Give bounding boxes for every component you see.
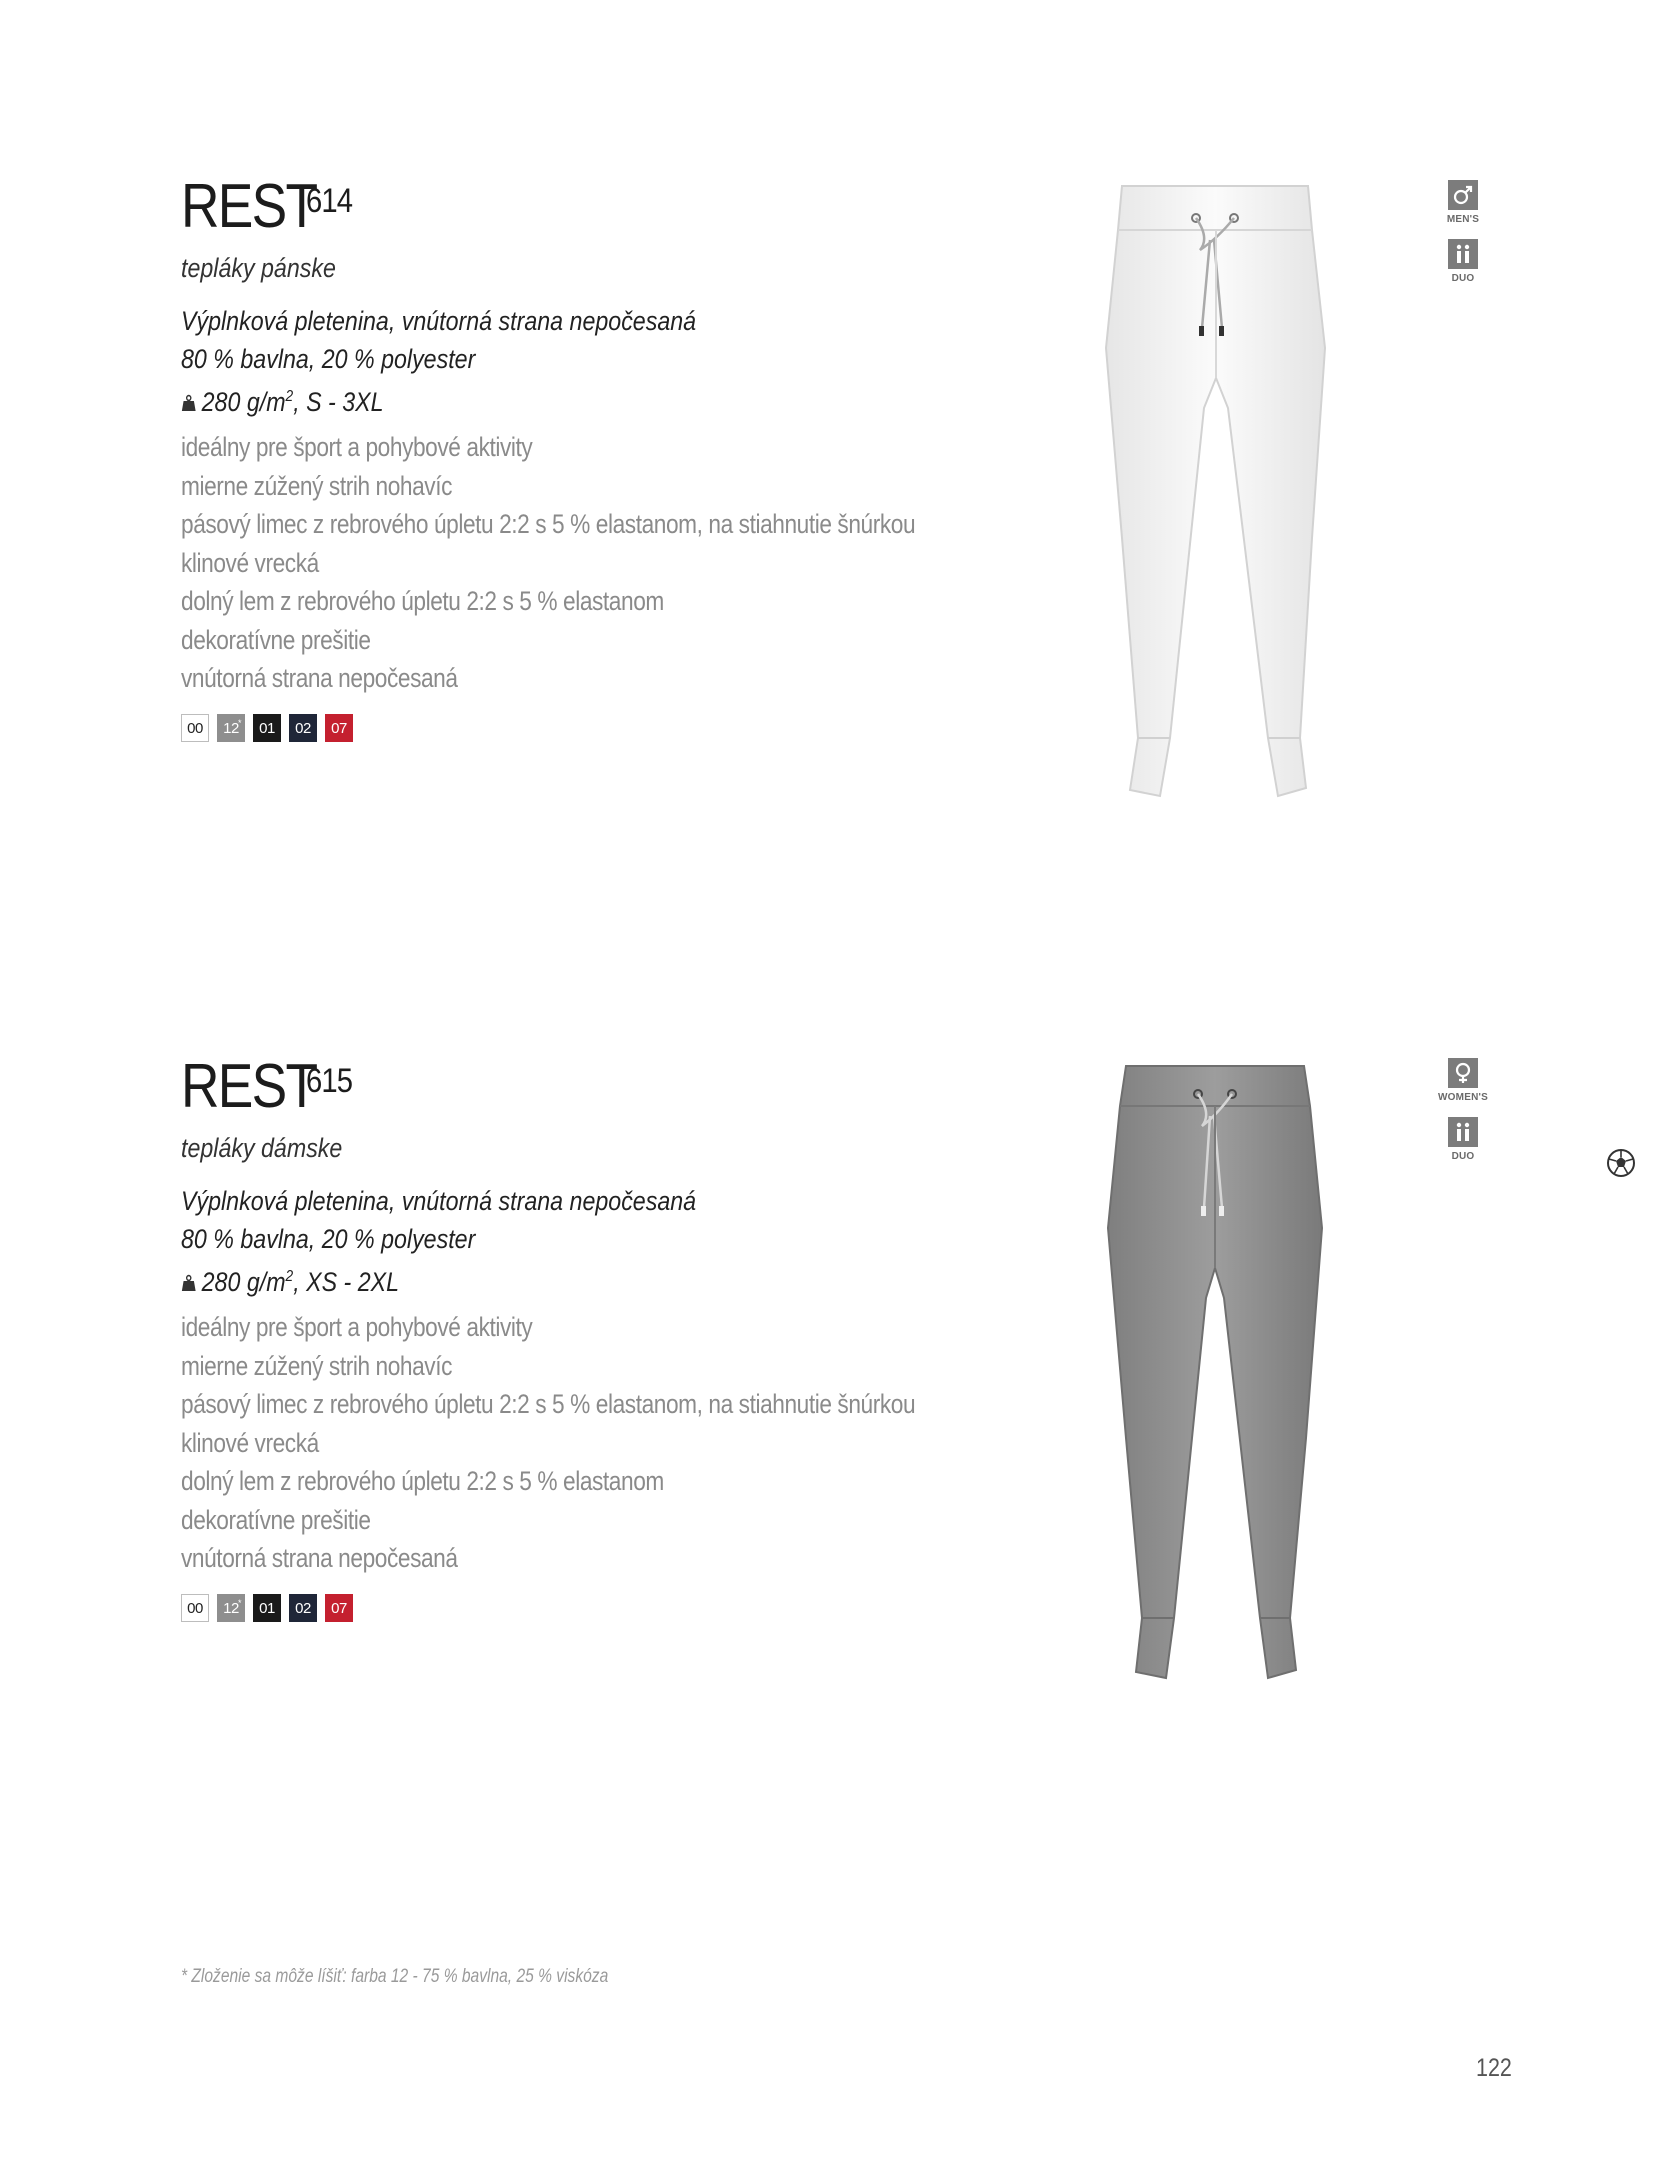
color-swatch-02 [289, 714, 317, 742]
product-code: 615 [306, 1062, 353, 1100]
weight-unit-exponent: 2 [285, 1268, 294, 1285]
color-swatch-12 [217, 714, 245, 742]
material-line: Výplnková pletenina, vnútorná strana nepočesaná [181, 306, 697, 336]
page-number: 122 [1476, 2054, 1512, 2082]
color-code: 07 [331, 719, 347, 737]
product-title [181, 1048, 941, 1126]
duo-icon [1452, 1121, 1474, 1143]
product-name: REST [181, 172, 317, 241]
weight-icon [181, 1274, 196, 1292]
product-info [181, 168, 941, 737]
product-subtitle: tepláky pánske [181, 253, 336, 283]
asterisk-mark: * [237, 718, 241, 728]
color-swatch-00 [181, 714, 209, 742]
badge-label: WOMEN'S [1438, 1092, 1488, 1103]
badge-label: DUO [1451, 1151, 1475, 1162]
product-info [181, 1048, 941, 1617]
feature-item: pásový limec z rebrového úpletu 2:2 s 5 % elastanom, na stiahnutie šnúrkou [181, 1389, 916, 1419]
product-spec [181, 302, 941, 416]
feature-item: ideálny pre šport a pohybové aktivity [181, 1312, 533, 1342]
color-code: 12 [223, 719, 239, 737]
color-code: 00 [187, 1599, 203, 1617]
size-range: , XS - 2XL [293, 1267, 400, 1297]
feature-item: vnútorná strana nepočesaná [181, 663, 458, 693]
color-swatch-07 [325, 1594, 353, 1622]
color-code: 00 [187, 719, 203, 737]
pants-grey-image [1100, 1058, 1330, 1698]
feature-item: ideálny pre šport a pohybové aktivity [181, 432, 533, 462]
weight-unit-exponent: 2 [285, 388, 294, 405]
badge-mens [1430, 180, 1496, 225]
badge-label: MEN'S [1446, 214, 1480, 225]
color-swatch-12 [217, 1594, 245, 1622]
material-line: Výplnková pletenina, vnútorná strana nepočesaná [181, 1186, 697, 1216]
badge-womens [1430, 1058, 1496, 1103]
feature-item: dolný lem z rebrového úpletu 2:2 s 5 % elastanom [181, 1466, 664, 1496]
feature-item: klinové vrecká [181, 1427, 319, 1458]
product-rest-615 [0, 880, 1672, 1760]
pants-white-image [1100, 178, 1330, 818]
composition-line: 80 % bavlna, 20 % polyester [181, 1224, 476, 1254]
product-name: REST [181, 1052, 317, 1121]
product-code: 614 [306, 182, 353, 220]
color-swatch-01 [253, 714, 281, 742]
asterisk-mark: * [237, 1598, 241, 1608]
product-subtitle: tepláky dámske [181, 1133, 343, 1163]
feature-item: pásový limec z rebrového úpletu 2:2 s 5 % elastanom, na stiahnutie šnúrkou [181, 509, 916, 539]
color-swatches [181, 1594, 353, 1622]
female-icon [1452, 1062, 1474, 1084]
feature-item: dekoratívne prešitie [181, 624, 371, 655]
male-icon [1452, 184, 1474, 206]
color-swatch-01 [253, 1594, 281, 1622]
weight-icon [181, 394, 196, 412]
color-code: 07 [331, 1599, 347, 1617]
soccer-ball-icon [1606, 1148, 1636, 1178]
feature-item: mierne zúžený strih nohavíc [181, 470, 453, 501]
color-swatch-00 [181, 1594, 209, 1622]
color-swatch-02 [289, 1594, 317, 1622]
product-spec [181, 1182, 941, 1296]
feature-item: vnútorná strana nepočesaná [181, 1543, 458, 1573]
color-code: 12 [223, 1599, 239, 1617]
color-code: 01 [259, 1599, 275, 1617]
size-range: , S - 3XL [293, 387, 384, 417]
feature-item: mierne zúžený strih nohavíc [181, 1350, 453, 1381]
badge-label: DUO [1451, 273, 1475, 284]
composition-line: 80 % bavlna, 20 % polyester [181, 344, 476, 374]
color-code: 02 [295, 1599, 311, 1617]
feature-item: dolný lem z rebrového úpletu 2:2 s 5 % elastanom [181, 586, 664, 616]
weight-line [181, 1258, 835, 1296]
weight-value: 280 g/m [201, 387, 286, 417]
badge-duo [1430, 239, 1496, 284]
color-swatches [181, 714, 353, 742]
weight-line [181, 378, 835, 416]
product-rest-614 [0, 0, 1672, 880]
badge-duo [1430, 1117, 1496, 1162]
category-badges [1430, 1058, 1496, 1176]
feature-list [181, 1308, 941, 1578]
color-swatch-07 [325, 714, 353, 742]
product-title [181, 168, 941, 246]
category-badges [1430, 180, 1496, 298]
color-code: 01 [259, 719, 275, 737]
feature-item: klinové vrecká [181, 547, 319, 578]
feature-item: dekoratívne prešitie [181, 1504, 371, 1535]
color-code: 02 [295, 719, 311, 737]
footnote: * Zloženie sa môže líšiť: farba 12 - 75 % bavlna, 25 % viskóza [181, 1966, 609, 1987]
weight-value: 280 g/m [201, 1267, 286, 1297]
duo-icon [1452, 243, 1474, 265]
feature-list [181, 428, 941, 698]
